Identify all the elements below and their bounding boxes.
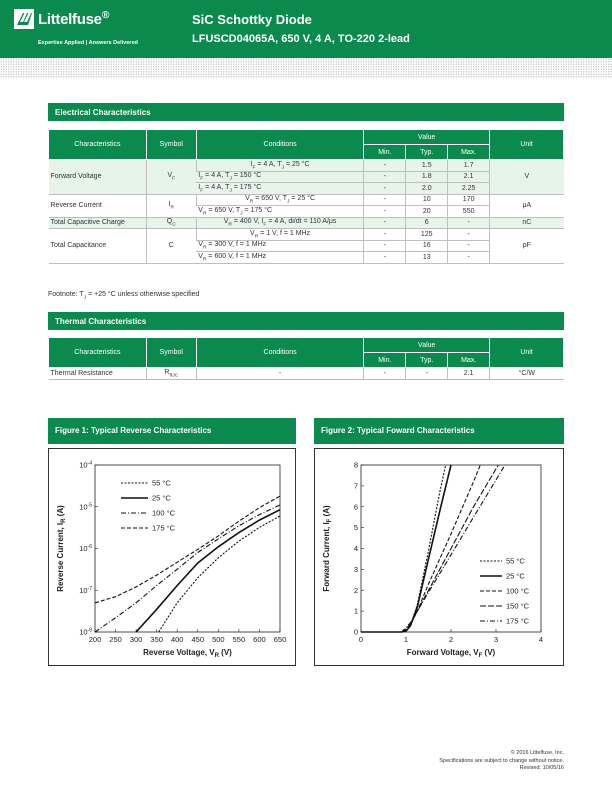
col-unit: Unit: [490, 130, 564, 160]
col-value: Value: [364, 338, 490, 353]
page-subtitle: LFUSCD04065A, 650 V, 4 A, TO-220 2-lead: [192, 33, 410, 45]
x-tick-label: 250: [109, 635, 122, 644]
cell-min: -: [364, 171, 406, 183]
cell-symbol: $Q_C$: [146, 217, 196, 229]
cell-condition: $V_R = 300$ V, f = 1 MHz: [196, 240, 364, 252]
cell-condition: $V_R = 600$ V, f = 1 MHz: [196, 252, 364, 264]
footnote: Footnote: $T_J = +25$ °C unless otherwise specified: [48, 291, 200, 301]
cell-characteristic: Reverse Current: [49, 194, 147, 217]
y-axis-label: Reverse Current, $I_R$ (A): [56, 505, 67, 592]
table-row: [49, 368, 564, 380]
col-max: Max.: [448, 353, 490, 368]
cell-unit: pF: [490, 229, 564, 264]
col-characteristics: Characteristics: [49, 338, 147, 368]
cell-condition: $I_F = 4$ A, $T_J = 25$ °C: [196, 160, 364, 172]
y-tick-label: 0: [353, 627, 358, 637]
col-symbol: Symbol: [146, 130, 196, 160]
cell-min: -: [364, 229, 406, 241]
x-tick-label: 300: [129, 635, 143, 644]
cell-max: 1.7: [448, 160, 490, 172]
col-unit: Unit: [490, 338, 564, 368]
cell-min: -: [364, 183, 406, 195]
series-line-0: [361, 465, 446, 632]
table-row: [49, 160, 564, 172]
legend-label: 175 °C: [152, 523, 176, 533]
forward-characteristics-plot: [315, 449, 565, 667]
y-tick-label: $10^{-6}$: [79, 544, 92, 553]
page-header: [0, 0, 612, 58]
cell-typ: 1.5: [406, 160, 448, 172]
cell-typ: 16: [406, 240, 448, 252]
cell-symbol: C: [146, 229, 196, 264]
y-tick-label: 7: [353, 481, 358, 491]
col-min: Min.: [364, 145, 406, 160]
cell-typ: 1.8: [406, 171, 448, 183]
y-tick-label: 5: [353, 523, 358, 533]
cell-condition: -: [196, 368, 364, 380]
cell-max: -: [448, 229, 490, 241]
series-line-2: [361, 465, 480, 632]
y-tick-label: $10^{-5}$: [79, 502, 92, 512]
cell-max: -: [448, 240, 490, 252]
cell-unit: μA: [490, 194, 564, 217]
y-tick-label: 3: [353, 564, 358, 574]
cell-symbol: $I_R$: [146, 194, 196, 217]
cell-min: -: [364, 160, 406, 172]
x-axis-label: Forward Voltage, $V_F$ (V): [406, 648, 496, 659]
col-characteristics: Characteristics: [49, 130, 147, 160]
x-tick-label: 1: [403, 635, 409, 644]
x-tick-label: 200: [88, 635, 102, 644]
electrical-heading: Electrical Characteristics: [48, 103, 564, 121]
x-tick-label: 350: [150, 635, 163, 644]
x-tick-label: 400: [170, 635, 184, 644]
footer-copyright: © 2016 Littelfuse, Inc. Specifications are subject to change without notice. Revised: 10/05/16: [439, 750, 564, 771]
col-max: Max.: [448, 145, 490, 160]
thermal-table: [48, 337, 564, 380]
legend-label: 25 °C: [506, 571, 525, 581]
y-tick-label: 6: [353, 502, 358, 512]
series-line-1: [361, 465, 451, 632]
y-tick-label: 1: [353, 606, 358, 616]
col-typ: Typ.: [406, 353, 448, 368]
figure1-chart: [48, 448, 296, 666]
electrical-table: [48, 129, 564, 264]
cell-typ: 2.0: [406, 183, 448, 195]
x-tick-label: 550: [232, 635, 246, 644]
cell-min: -: [364, 240, 406, 252]
cell-max: -: [448, 252, 490, 264]
y-tick-label: 8: [353, 460, 358, 470]
legend-label: 150 °C: [506, 601, 530, 611]
cell-symbol: $R_{\theta JC}$: [146, 368, 196, 380]
x-tick-label: 650: [273, 635, 287, 644]
x-tick-label: 450: [191, 635, 205, 644]
cell-condition: $V_R = 400$ V, $I_F = 4$ A, di/dt = 110 A/μs: [196, 217, 364, 229]
cell-typ: 20: [406, 206, 448, 218]
cell-unit: nC: [490, 217, 564, 229]
cell-max: 550: [448, 206, 490, 218]
plot-frame: [95, 465, 280, 632]
cell-max: 2.1: [448, 368, 490, 380]
x-tick-label: 3: [493, 635, 499, 644]
x-tick-label: 4: [538, 635, 544, 644]
figure2-chart: [314, 448, 564, 666]
cell-typ: 125: [406, 229, 448, 241]
table-row: [49, 229, 564, 241]
y-tick-label: $10^{-8}$: [79, 627, 92, 637]
y-tick-label: 2: [353, 585, 358, 595]
thermal-heading: Thermal Characteristics: [48, 312, 564, 330]
y-axis-label: Forward Current, $I_F$ (A): [322, 505, 333, 592]
legend-label: 100 °C: [506, 586, 530, 596]
cell-max: 170: [448, 194, 490, 206]
cell-condition: $I_F = 4$ A, $T_J = 150$ °C: [196, 171, 364, 183]
table-row: [49, 194, 564, 206]
cell-condition: $V_R = 650$ V, $T_J = 175$ °C: [196, 206, 364, 218]
dot-pattern-band: [0, 58, 612, 78]
x-axis-label: Reverse Voltage, $V_R$ (V): [143, 648, 232, 659]
cell-typ: -: [406, 368, 448, 380]
col-conditions: Conditions: [196, 130, 364, 160]
cell-typ: 6: [406, 217, 448, 229]
col-typ: Typ.: [406, 145, 448, 160]
cell-min: -: [364, 194, 406, 206]
x-tick-label: 500: [212, 635, 225, 644]
cell-max: 2.1: [448, 171, 490, 183]
cell-max: -: [448, 217, 490, 229]
legend-label: 55 °C: [506, 556, 525, 566]
col-min: Min.: [364, 353, 406, 368]
legend-label: 25 °C: [152, 493, 171, 503]
cell-typ: 13: [406, 252, 448, 264]
x-tick-label: 0: [358, 635, 364, 644]
cell-unit: V: [490, 160, 564, 195]
brand-tagline: Expertise Applied | Answers Delivered: [38, 40, 138, 46]
cell-condition: $V_R = 1$ V, f = 1 MHz: [196, 229, 364, 241]
series-line-0: [159, 516, 280, 632]
col-symbol: Symbol: [146, 338, 196, 368]
y-tick-label: $10^{-4}$: [79, 460, 92, 470]
cell-unit: °C/W: [490, 368, 564, 380]
brand-name: Littelfuse®: [38, 9, 110, 28]
cell-characteristic: Forward Voltage: [49, 160, 147, 195]
cell-condition: $V_R = 650$ V, $T_J = 25$ °C: [196, 194, 364, 206]
cell-characteristic: Total Capacitance: [49, 229, 147, 264]
series-line-3: [95, 493, 280, 603]
legend-label: 175 °C: [506, 616, 530, 626]
table-row: [49, 217, 564, 229]
figure2-heading: Figure 2: Typical Foward Characteristics: [314, 418, 564, 444]
series-line-3: [361, 465, 498, 632]
cell-min: -: [364, 368, 406, 380]
x-tick-label: 2: [448, 635, 454, 644]
cell-min: -: [364, 217, 406, 229]
y-tick-label: $10^{-7}$: [79, 585, 92, 595]
cell-min: -: [364, 252, 406, 264]
col-value: Value: [364, 130, 490, 145]
cell-max: 2.25: [448, 183, 490, 195]
figure1-heading: Figure 1: Typical Reverse Characteristics: [48, 418, 296, 444]
littelfuse-logo-icon: [14, 9, 34, 29]
cell-characteristic: Thermal Resistance: [49, 368, 147, 380]
cell-characteristic: Total Capacitive Charge: [49, 217, 147, 229]
y-tick-label: 4: [353, 544, 358, 553]
page-title: SiC Schottky Diode: [192, 12, 312, 27]
reverse-characteristics-plot: [49, 449, 297, 667]
cell-symbol: $V_F$: [146, 160, 196, 195]
cell-min: -: [364, 206, 406, 218]
x-tick-label: 600: [253, 635, 266, 644]
cell-typ: 10: [406, 194, 448, 206]
legend-label: 100 °C: [152, 508, 176, 518]
cell-condition: $I_F = 4$ A, $T_J = 175$ °C: [196, 183, 364, 195]
legend-label: 55 °C: [152, 478, 171, 488]
col-conditions: Conditions: [196, 338, 364, 368]
